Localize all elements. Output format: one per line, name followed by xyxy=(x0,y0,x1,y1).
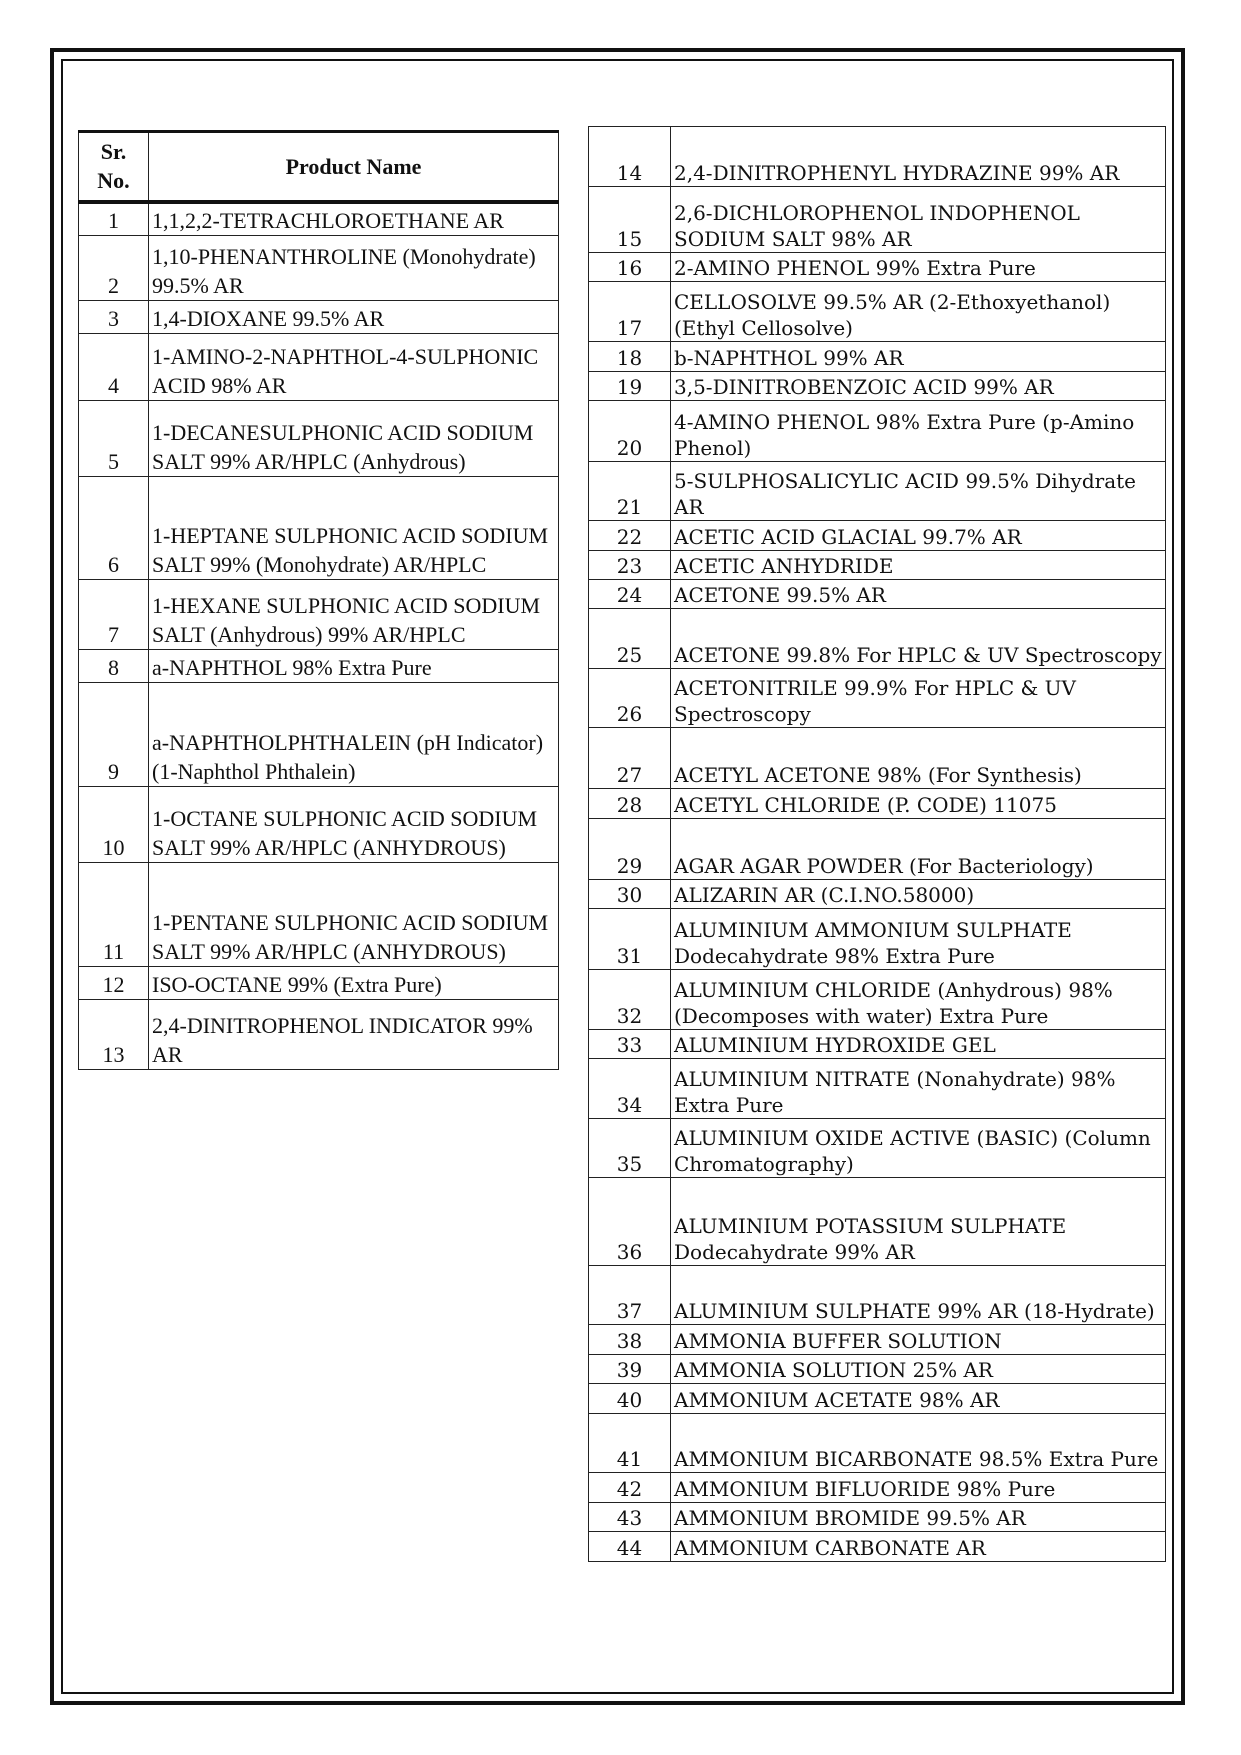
table-row xyxy=(589,551,1166,580)
sr-no-cell: 4 xyxy=(79,334,149,401)
table-row xyxy=(79,301,559,334)
sr-no-cell: 31 xyxy=(589,909,671,970)
sr-no-cell: 28 xyxy=(589,789,671,819)
sr-no-cell: 22 xyxy=(589,521,671,551)
product-name-cell: AMMONIA BUFFER SOLUTION xyxy=(671,1325,1166,1355)
product-name-cell: AMMONIA SOLUTION 25% AR xyxy=(671,1355,1166,1384)
table-row xyxy=(589,1325,1166,1355)
product-name-cell: ALUMINIUM AMMONIUM SULPHATE Dodecahydrate 98% Extra Pure xyxy=(671,909,1166,970)
product-name-cell: AMMONIUM BROMIDE 99.5% AR xyxy=(671,1503,1166,1532)
product-name-cell: a-NAPHTHOL 98% Extra Pure xyxy=(149,650,559,683)
table-row xyxy=(79,1000,559,1070)
sr-no-cell: 3 xyxy=(79,301,149,334)
product-name-cell: ALUMINIUM NITRATE (Nonahydrate) 98% Extra Pure xyxy=(671,1059,1166,1119)
table-row xyxy=(589,1266,1166,1325)
product-name-cell: b-NAPHTHOL 99% AR xyxy=(671,342,1166,372)
product-name-cell: ACETONE 99.5% AR xyxy=(671,580,1166,609)
product-name-cell: ALIZARIN AR (C.I.NO.58000) xyxy=(671,880,1166,909)
product-name-header: Product Name xyxy=(149,132,559,202)
product-name-cell: 1,4-DIOXANE 99.5% AR xyxy=(149,301,559,334)
table-row xyxy=(589,909,1166,970)
product-name-cell: ALUMINIUM HYDROXIDE GEL xyxy=(671,1030,1166,1059)
product-name-cell: CELLOSOLVE 99.5% AR (2-Ethoxyethanol) (Ethyl Cellosolve) xyxy=(671,282,1166,342)
table-row xyxy=(589,819,1166,880)
product-name-cell: ACETIC ACID GLACIAL 99.7% AR xyxy=(671,521,1166,551)
sr-no-header: Sr. No. xyxy=(79,132,149,202)
sr-no-cell: 12 xyxy=(79,967,149,1000)
sr-no-cell: 16 xyxy=(589,253,671,282)
table-row xyxy=(589,580,1166,609)
product-name-cell: ISO-OCTANE 99% (Extra Pure) xyxy=(149,967,559,1000)
table-row xyxy=(589,1414,1166,1473)
table-row xyxy=(589,1119,1166,1178)
sr-no-cell: 13 xyxy=(79,1000,149,1070)
sr-no-cell: 38 xyxy=(589,1325,671,1355)
sr-no-cell: 36 xyxy=(589,1178,671,1266)
product-name-cell: 3,5-DINITROBENZOIC ACID 99% AR xyxy=(671,372,1166,401)
sr-no-cell: 23 xyxy=(589,551,671,580)
table-row xyxy=(589,728,1166,789)
table-row xyxy=(589,127,1166,187)
sr-no-cell: 35 xyxy=(589,1119,671,1178)
product-name-cell: 1-AMINO-2-NAPHTHOL-4-SULPHONIC ACID 98% AR xyxy=(149,334,559,401)
sr-no-cell: 15 xyxy=(589,187,671,253)
sr-no-cell: 24 xyxy=(589,580,671,609)
sr-no-cell: 44 xyxy=(589,1532,671,1562)
product-name-cell: 2,4-DINITROPHENOL INDICATOR 99% AR xyxy=(149,1000,559,1070)
table-row xyxy=(589,789,1166,819)
sr-no-cell: 20 xyxy=(589,401,671,462)
product-name-cell: ALUMINIUM OXIDE ACTIVE (BASIC) (Column Chromatography) xyxy=(671,1119,1166,1178)
table-row xyxy=(589,1178,1166,1266)
product-name-cell: ALUMINIUM POTASSIUM SULPHATE Dodecahydrate 99% AR xyxy=(671,1178,1166,1266)
sr-no-cell: 29 xyxy=(589,819,671,880)
table-row xyxy=(79,236,559,301)
product-name-cell: AMMONIUM CARBONATE AR xyxy=(671,1532,1166,1562)
sr-no-cell: 32 xyxy=(589,970,671,1030)
product-name-cell: AGAR AGAR POWDER (For Bacteriology) xyxy=(671,819,1166,880)
table-row xyxy=(589,669,1166,728)
table-row xyxy=(589,1503,1166,1532)
product-name-cell: ACETYL ACETONE 98% (For Synthesis) xyxy=(671,728,1166,789)
sr-no-cell: 19 xyxy=(589,372,671,401)
table-row xyxy=(589,1059,1166,1119)
sr-no-cell: 10 xyxy=(79,787,149,863)
sr-no-cell: 34 xyxy=(589,1059,671,1119)
table-row xyxy=(589,372,1166,401)
sr-no-cell: 1 xyxy=(79,202,149,236)
table-row xyxy=(589,342,1166,372)
sr-no-cell: 2 xyxy=(79,236,149,301)
product-name-cell: 1,1,2,2-TETRACHLOROETHANE AR xyxy=(149,202,559,236)
table-row xyxy=(589,880,1166,909)
product-name-cell: 2,4-DINITROPHENYL HYDRAZINE 99% AR xyxy=(671,127,1166,187)
product-name-cell: AMMONIUM BIFLUORIDE 98% Pure xyxy=(671,1473,1166,1503)
sr-no-cell: 21 xyxy=(589,462,671,521)
table-row xyxy=(79,683,559,787)
sr-no-cell: 41 xyxy=(589,1414,671,1473)
sr-no-cell: 37 xyxy=(589,1266,671,1325)
table-row xyxy=(79,202,559,236)
sr-no-cell: 42 xyxy=(589,1473,671,1503)
sr-no-cell: 9 xyxy=(79,683,149,787)
sr-no-cell: 43 xyxy=(589,1503,671,1532)
product-name-cell: 1,10-PHENANTHROLINE (Monohydrate) 99.5% AR xyxy=(149,236,559,301)
product-name-cell: 1-PENTANE SULPHONIC ACID SODIUM SALT 99% AR/HPLC (ANHYDROUS) xyxy=(149,863,559,967)
product-name-cell: AMMONIUM BICARBONATE 98.5% Extra Pure xyxy=(671,1414,1166,1473)
sr-no-cell: 5 xyxy=(79,401,149,477)
table-row xyxy=(589,187,1166,253)
product-name-cell: ACETYL CHLORIDE (P. CODE) 11075 xyxy=(671,789,1166,819)
sr-no-cell: 14 xyxy=(589,127,671,187)
sr-no-cell: 27 xyxy=(589,728,671,789)
table-row xyxy=(589,1473,1166,1503)
table-row xyxy=(79,477,559,580)
product-name-cell: ACETONE 99.8% For HPLC & UV Spectroscopy xyxy=(671,609,1166,669)
table-row xyxy=(589,401,1166,462)
product-name-cell: ACETIC ANHYDRIDE xyxy=(671,551,1166,580)
table-row xyxy=(589,462,1166,521)
table-row xyxy=(589,521,1166,551)
product-name-cell: 4-AMINO PHENOL 98% Extra Pure (p-Amino Phenol) xyxy=(671,401,1166,462)
product-table-left xyxy=(78,130,559,1070)
product-name-cell: ALUMINIUM CHLORIDE (Anhydrous) 98% (Decomposes with water) Extra Pure xyxy=(671,970,1166,1030)
sr-no-cell: 40 xyxy=(589,1384,671,1414)
product-name-cell: AMMONIUM ACETATE 98% AR xyxy=(671,1384,1166,1414)
product-name-cell: a-NAPHTHOLPHTHALEIN (pH Indicator) (1-Naphthol Phthalein) xyxy=(149,683,559,787)
product-name-cell: 1-HEXANE SULPHONIC ACID SODIUM SALT (Anhydrous) 99% AR/HPLC xyxy=(149,580,559,650)
sr-no-cell: 17 xyxy=(589,282,671,342)
table-row xyxy=(589,253,1166,282)
product-name-cell: ACETONITRILE 99.9% For HPLC & UV Spectroscopy xyxy=(671,669,1166,728)
sr-no-cell: 39 xyxy=(589,1355,671,1384)
product-name-cell: 1-DECANESULPHONIC ACID SODIUM SALT 99% AR/HPLC (Anhydrous) xyxy=(149,401,559,477)
sr-no-cell: 8 xyxy=(79,650,149,683)
sr-no-cell: 25 xyxy=(589,609,671,669)
product-name-cell: ALUMINIUM SULPHATE 99% AR (18-Hydrate) xyxy=(671,1266,1166,1325)
product-table-right xyxy=(588,126,1166,1562)
table-row xyxy=(589,609,1166,669)
table-row xyxy=(79,650,559,683)
table-row xyxy=(589,970,1166,1030)
sr-no-cell: 6 xyxy=(79,477,149,580)
sr-no-cell: 33 xyxy=(589,1030,671,1059)
product-name-cell: 2,6-DICHLOROPHENOL INDOPHENOL SODIUM SALT 98% AR xyxy=(671,187,1166,253)
sr-no-cell: 18 xyxy=(589,342,671,372)
sr-no-cell: 11 xyxy=(79,863,149,967)
table-row xyxy=(589,1355,1166,1384)
table-row xyxy=(589,1030,1166,1059)
product-name-cell: 1-OCTANE SULPHONIC ACID SODIUM SALT 99% AR/HPLC (ANHYDROUS) xyxy=(149,787,559,863)
sr-no-cell: 30 xyxy=(589,880,671,909)
sr-no-cell: 26 xyxy=(589,669,671,728)
table-row xyxy=(79,401,559,477)
table-row xyxy=(79,787,559,863)
table-row xyxy=(79,863,559,967)
table-row xyxy=(589,1384,1166,1414)
table-row xyxy=(79,334,559,401)
table-header-row xyxy=(79,132,559,202)
table-row xyxy=(589,1532,1166,1562)
product-name-cell: 1-HEPTANE SULPHONIC ACID SODIUM SALT 99% (Monohydrate) AR/HPLC xyxy=(149,477,559,580)
table-row xyxy=(79,580,559,650)
sr-no-cell: 7 xyxy=(79,580,149,650)
table-row xyxy=(79,967,559,1000)
product-name-cell: 2-AMINO PHENOL 99% Extra Pure xyxy=(671,253,1166,282)
table-row xyxy=(589,282,1166,342)
product-name-cell: 5-SULPHOSALICYLIC ACID 99.5% Dihydrate AR xyxy=(671,462,1166,521)
